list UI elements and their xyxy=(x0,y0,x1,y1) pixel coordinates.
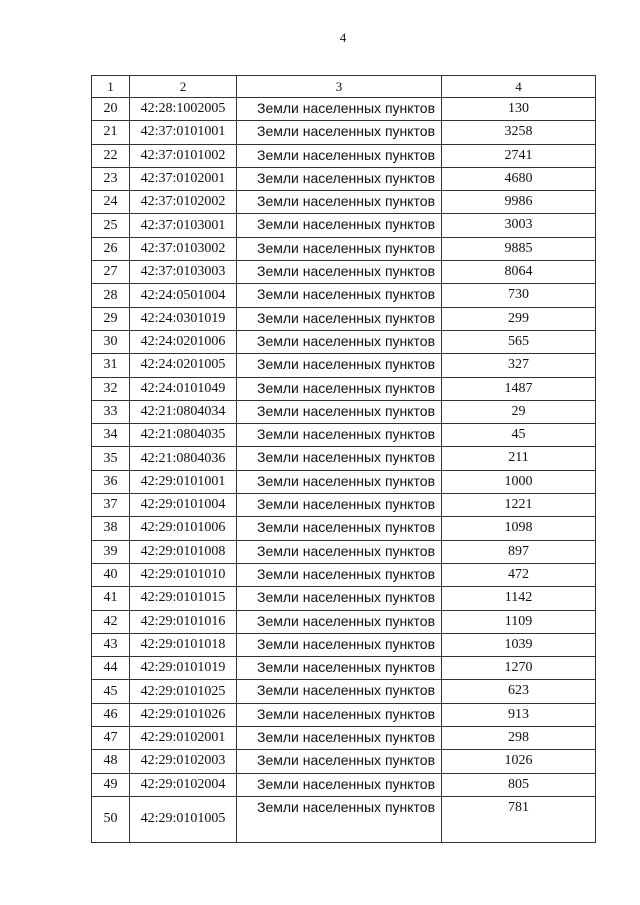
table-row xyxy=(92,727,596,750)
row-number-cell: 50 xyxy=(92,796,130,842)
area-cell: 1270 xyxy=(442,657,596,680)
cadastral-number-cell: 42:29:0102003 xyxy=(130,750,237,773)
area-cell: 472 xyxy=(442,563,596,586)
area-cell: 327 xyxy=(442,354,596,377)
cadastral-number-cell: 42:29:0102001 xyxy=(130,727,237,750)
table-row xyxy=(92,796,596,842)
cadastral-number-cell: 42:29:0101005 xyxy=(130,796,237,842)
table-row xyxy=(92,214,596,237)
table-row xyxy=(92,540,596,563)
area-cell: 730 xyxy=(442,284,596,307)
cadastral-number-cell: 42:24:0201005 xyxy=(130,354,237,377)
land-category-cell: Земли населенных пунктов xyxy=(237,237,442,260)
table-row xyxy=(92,330,596,353)
area-cell: 805 xyxy=(442,773,596,796)
area-cell: 781 xyxy=(442,796,596,842)
table-row xyxy=(92,121,596,144)
land-category-cell: Земли населенных пунктов xyxy=(237,773,442,796)
area-cell: 1026 xyxy=(442,750,596,773)
table-row xyxy=(92,377,596,400)
row-number-cell: 37 xyxy=(92,494,130,517)
table-row xyxy=(92,400,596,423)
area-cell: 8064 xyxy=(442,261,596,284)
row-number-cell: 21 xyxy=(92,121,130,144)
land-category-cell: Земли населенных пунктов xyxy=(237,657,442,680)
row-number-cell: 39 xyxy=(92,540,130,563)
cadastral-number-cell: 42:37:0103001 xyxy=(130,214,237,237)
cadastral-number-cell: 42:37:0102002 xyxy=(130,191,237,214)
land-category-cell: Земли населенных пунктов xyxy=(237,354,442,377)
area-cell: 565 xyxy=(442,330,596,353)
row-number-cell: 42 xyxy=(92,610,130,633)
land-category-cell: Земли населенных пунктов xyxy=(237,563,442,586)
table-row xyxy=(92,447,596,470)
table-row xyxy=(92,424,596,447)
land-plots-table xyxy=(91,75,596,843)
area-cell: 9986 xyxy=(442,191,596,214)
row-number-cell: 29 xyxy=(92,307,130,330)
cadastral-number-cell: 42:24:0101049 xyxy=(130,377,237,400)
row-number-cell: 41 xyxy=(92,587,130,610)
row-number-cell: 26 xyxy=(92,237,130,260)
land-category-cell: Земли населенных пунктов xyxy=(237,587,442,610)
cadastral-number-cell: 42:29:0102004 xyxy=(130,773,237,796)
table-row xyxy=(92,307,596,330)
land-category-cell: Земли населенных пунктов xyxy=(237,424,442,447)
cadastral-number-cell: 42:21:0804036 xyxy=(130,447,237,470)
area-cell: 1039 xyxy=(442,633,596,656)
row-number-cell: 28 xyxy=(92,284,130,307)
land-category-cell: Земли населенных пунктов xyxy=(237,470,442,493)
table-row xyxy=(92,98,596,121)
table-row xyxy=(92,261,596,284)
table-row xyxy=(92,773,596,796)
area-cell: 1142 xyxy=(442,587,596,610)
area-cell: 1000 xyxy=(442,470,596,493)
area-cell: 211 xyxy=(442,447,596,470)
area-cell: 2741 xyxy=(442,144,596,167)
table-row xyxy=(92,167,596,190)
cadastral-number-cell: 42:28:1002005 xyxy=(130,98,237,121)
row-number-cell: 43 xyxy=(92,633,130,656)
row-number-cell: 36 xyxy=(92,470,130,493)
row-number-cell: 32 xyxy=(92,377,130,400)
row-number-cell: 31 xyxy=(92,354,130,377)
row-number-cell: 48 xyxy=(92,750,130,773)
cadastral-number-cell: 42:29:0101001 xyxy=(130,470,237,493)
row-number-cell: 38 xyxy=(92,517,130,540)
row-number-cell: 24 xyxy=(92,191,130,214)
table-row xyxy=(92,470,596,493)
table-row xyxy=(92,563,596,586)
cadastral-number-cell: 42:37:0103003 xyxy=(130,261,237,284)
area-cell: 299 xyxy=(442,307,596,330)
area-cell: 897 xyxy=(442,540,596,563)
row-number-cell: 45 xyxy=(92,680,130,703)
table-row xyxy=(92,517,596,540)
area-cell: 45 xyxy=(442,424,596,447)
area-cell: 1109 xyxy=(442,610,596,633)
cadastral-number-cell: 42:37:0101002 xyxy=(130,144,237,167)
land-category-cell: Земли населенных пунктов xyxy=(237,307,442,330)
cadastral-number-cell: 42:24:0201006 xyxy=(130,330,237,353)
land-category-cell: Земли населенных пунктов xyxy=(237,144,442,167)
land-category-cell: Земли населенных пунктов xyxy=(237,121,442,144)
column-header-number: 1 xyxy=(92,76,130,98)
cadastral-number-cell: 42:29:0101010 xyxy=(130,563,237,586)
cadastral-number-cell: 42:29:0101019 xyxy=(130,657,237,680)
land-category-cell: Земли населенных пунктов xyxy=(237,284,442,307)
area-cell: 1098 xyxy=(442,517,596,540)
land-category-cell: Земли населенных пунктов xyxy=(237,330,442,353)
cadastral-number-cell: 42:29:0101026 xyxy=(130,703,237,726)
land-category-cell: Земли населенных пунктов xyxy=(237,680,442,703)
table-row xyxy=(92,284,596,307)
row-number-cell: 25 xyxy=(92,214,130,237)
row-number-cell: 34 xyxy=(92,424,130,447)
area-cell: 3258 xyxy=(442,121,596,144)
land-category-cell: Земли населенных пунктов xyxy=(237,727,442,750)
land-category-cell: Земли населенных пунктов xyxy=(237,610,442,633)
row-number-cell: 44 xyxy=(92,657,130,680)
area-cell: 29 xyxy=(442,400,596,423)
column-header-cadastral: 2 xyxy=(130,76,237,98)
cadastral-number-cell: 42:24:0301019 xyxy=(130,307,237,330)
land-category-cell: Земли населенных пунктов xyxy=(237,167,442,190)
land-category-cell: Земли населенных пунктов xyxy=(237,377,442,400)
land-category-cell: Земли населенных пунктов xyxy=(237,447,442,470)
row-number-cell: 46 xyxy=(92,703,130,726)
table-body xyxy=(92,98,596,843)
land-category-cell: Земли населенных пунктов xyxy=(237,494,442,517)
cadastral-number-cell: 42:29:0101004 xyxy=(130,494,237,517)
cadastral-number-cell: 42:29:0101015 xyxy=(130,587,237,610)
cadastral-number-cell: 42:29:0101016 xyxy=(130,610,237,633)
table-row xyxy=(92,750,596,773)
land-category-cell: Земли населенных пунктов xyxy=(237,750,442,773)
area-cell: 913 xyxy=(442,703,596,726)
table-row xyxy=(92,680,596,703)
row-number-cell: 23 xyxy=(92,167,130,190)
land-category-cell: Земли населенных пунктов xyxy=(237,214,442,237)
table-row xyxy=(92,237,596,260)
land-category-cell: Земли населенных пунктов xyxy=(237,796,442,842)
area-cell: 4680 xyxy=(442,167,596,190)
cadastral-number-cell: 42:24:0501004 xyxy=(130,284,237,307)
row-number-cell: 27 xyxy=(92,261,130,284)
cadastral-number-cell: 42:29:0101008 xyxy=(130,540,237,563)
row-number-cell: 33 xyxy=(92,400,130,423)
area-cell: 1221 xyxy=(442,494,596,517)
area-cell: 3003 xyxy=(442,214,596,237)
table-row xyxy=(92,144,596,167)
land-category-cell: Земли населенных пунктов xyxy=(237,261,442,284)
column-header-area: 4 xyxy=(442,76,596,98)
table-row xyxy=(92,191,596,214)
column-header-category: 3 xyxy=(237,76,442,98)
area-cell: 1487 xyxy=(442,377,596,400)
table-row xyxy=(92,587,596,610)
row-number-cell: 47 xyxy=(92,727,130,750)
row-number-cell: 35 xyxy=(92,447,130,470)
table-row xyxy=(92,354,596,377)
cadastral-number-cell: 42:29:0101018 xyxy=(130,633,237,656)
row-number-cell: 40 xyxy=(92,563,130,586)
row-number-cell: 49 xyxy=(92,773,130,796)
area-cell: 9885 xyxy=(442,237,596,260)
area-cell: 298 xyxy=(442,727,596,750)
cadastral-number-cell: 42:37:0103002 xyxy=(130,237,237,260)
table-row xyxy=(92,657,596,680)
cadastral-number-cell: 42:21:0804035 xyxy=(130,424,237,447)
table-row xyxy=(92,703,596,726)
land-category-cell: Земли населенных пунктов xyxy=(237,191,442,214)
area-cell: 130 xyxy=(442,98,596,121)
land-category-cell: Земли населенных пунктов xyxy=(237,98,442,121)
cadastral-number-cell: 42:29:0101006 xyxy=(130,517,237,540)
land-category-cell: Земли населенных пунктов xyxy=(237,540,442,563)
land-category-cell: Земли населенных пунктов xyxy=(237,633,442,656)
row-number-cell: 20 xyxy=(92,98,130,121)
cadastral-number-cell: 42:37:0101001 xyxy=(130,121,237,144)
cadastral-number-cell: 42:29:0101025 xyxy=(130,680,237,703)
land-category-cell: Земли населенных пунктов xyxy=(237,400,442,423)
row-number-cell: 30 xyxy=(92,330,130,353)
page-number: 4 xyxy=(339,30,347,45)
row-number-cell: 22 xyxy=(92,144,130,167)
land-category-cell: Земли населенных пунктов xyxy=(237,703,442,726)
table-row xyxy=(92,633,596,656)
cadastral-number-cell: 42:21:0804034 xyxy=(130,400,237,423)
table-row xyxy=(92,610,596,633)
cadastral-number-cell: 42:37:0102001 xyxy=(130,167,237,190)
land-category-cell: Земли населенных пунктов xyxy=(237,517,442,540)
table-header-row xyxy=(92,76,596,98)
area-cell: 623 xyxy=(442,680,596,703)
table-row xyxy=(92,494,596,517)
